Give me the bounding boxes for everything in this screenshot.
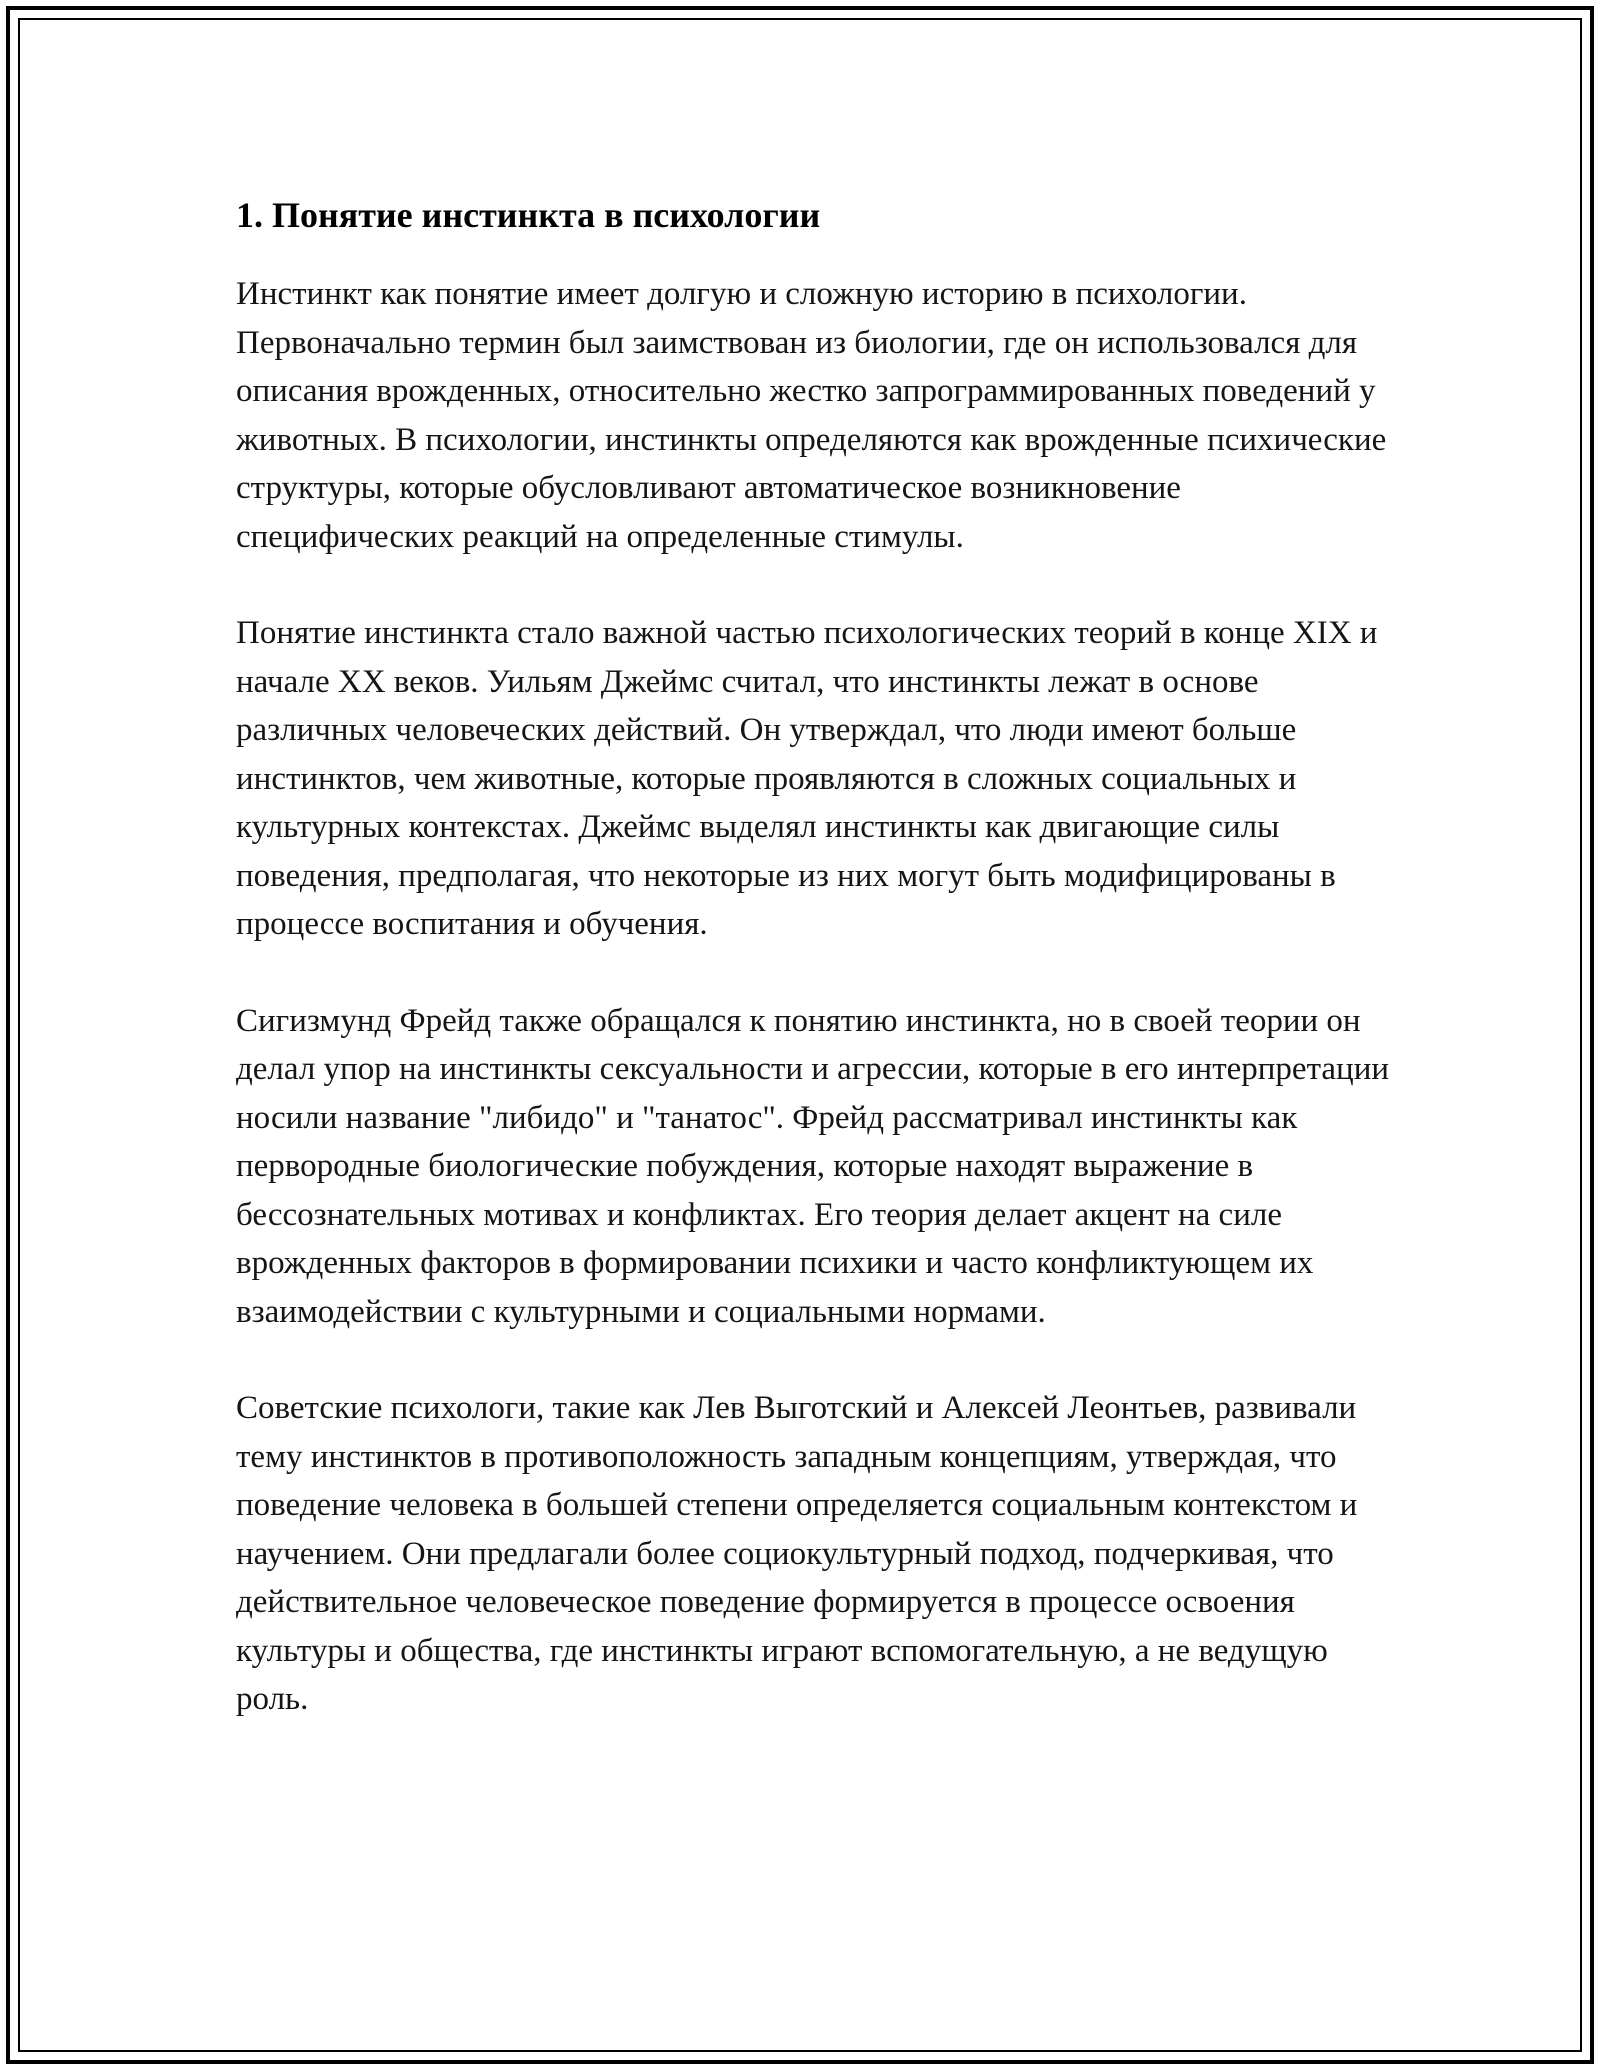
document-body [236,192,1396,1772]
paragraph-3: Сигизмунд Фрейд также обращался к понятию инстинкта, но в своей теории он делал упор на инстинкты сексуальности и агрессии, которые в его интерпретации носили название "либидо" и "танатос". Фрейд рассматривал инстинкты как первородные биологические побуждения, которые находят выражение в бессознательных мотивах и конфликтах. Его теория делает акцент на силе врожденных факторов в формировании психики и часто конфликтующем их взаимодействии с культурными и социальными нормами. [236,1002,1390,1330]
paragraph-1: Инстинкт как понятие имеет долгую и сложную историю в психологии. Первоначально термин был заимствован из биологии, где он использовался для описания врожденных, относительно жестко запрограммированных поведений у животных. В психологии, инстинкты определяются как врожденные психические структуры, которые обусловливают автоматическое возникновение специфических реакций на определенные стимулы. [236,276,1387,555]
section-heading: 1. Понятие инстинкта в психологии [236,195,821,235]
paragraph-4: Советские психологи, такие как Лев Выготский и Алексей Леонтьев, развивали тему инстинктов в противоположность западным концепциям, утверждая, что поведение человека в большей степени определяется социальным контекстом и научением. Они предлагали более социокультурный подход, подчеркивая, что действительное человеческое поведение формируется в процессе освоения культуры и общества, где инстинкты играют вспомогательную, а не ведущую роль. [236,1390,1358,1717]
paragraph-2: Понятие инстинкта стало важной частью психологических теорий в конце XIX и начале XX веков. Уильям Джеймс считал, что инстинкты лежат в основе различных человеческих действий. Он утверждал, что люди имеют больше инстинктов, чем животные, которые проявляются в сложных социальных и культурных контекстах. Джеймс выделял инстинкты как двигающие силы поведения, предполагая, что некоторые из них могут быть модифицированы в процессе воспитания и обучения. [236,615,1378,942]
